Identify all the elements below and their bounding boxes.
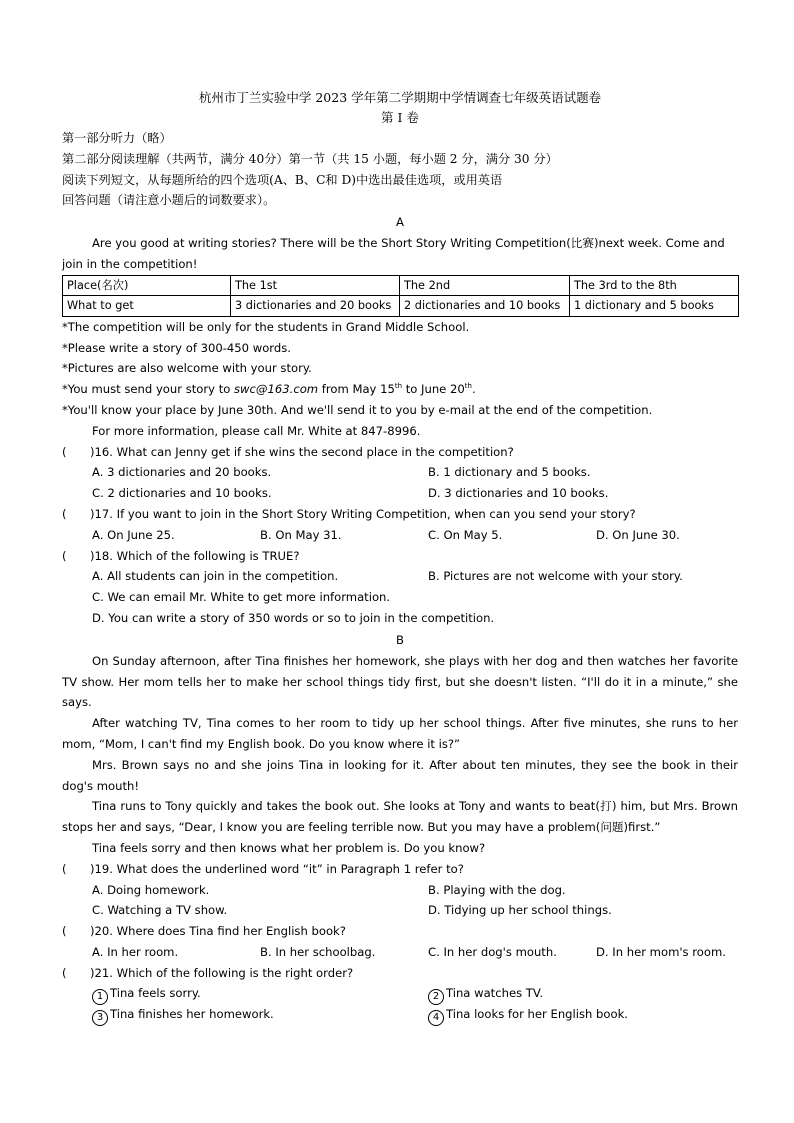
table-cell: 2 dictionaries and 10 books bbox=[400, 296, 570, 317]
answer-blank[interactable]: ( bbox=[62, 506, 67, 521]
option-b[interactable]: B. On May 31. bbox=[260, 527, 342, 542]
question-text: )19. What does the underlined word “it” in Paragraph 1 refer to? bbox=[90, 861, 464, 876]
order-item bbox=[92, 1004, 428, 1025]
answer-blank[interactable]: ( bbox=[62, 965, 67, 980]
option-c[interactable]: C. We can email Mr. White to get more information. bbox=[92, 590, 391, 605]
question-19 bbox=[62, 859, 738, 880]
passage-a-label: A bbox=[396, 215, 404, 230]
note-3: *Pictures are also welcome with your story. bbox=[62, 361, 312, 376]
table-cell: The 2nd bbox=[400, 275, 570, 296]
option-a[interactable]: A. In her room. bbox=[92, 944, 179, 959]
table-cell: 3 dictionaries and 20 books bbox=[231, 296, 400, 317]
options-row bbox=[62, 942, 738, 963]
instruction-line-2: 回答问题（请注意小题后的词数要求）。 bbox=[62, 193, 276, 208]
option-d[interactable]: D. You can write a story of 350 words or so to join in the competition. bbox=[92, 610, 495, 625]
option-d[interactable]: D. On June 30. bbox=[596, 527, 680, 542]
options-row bbox=[62, 900, 738, 921]
option-d[interactable]: D. Tidying up her school things. bbox=[428, 903, 612, 918]
order-item bbox=[92, 983, 428, 1004]
option-c[interactable]: C. 2 dictionaries and 10 books. bbox=[92, 486, 272, 501]
order-item bbox=[428, 1004, 628, 1025]
circled-number-icon: 3 bbox=[92, 1010, 108, 1026]
part2-heading: 第二部分阅读理解（共两节，满分 40分）第一节（共 15 小题，每小题 2 分，满分 30 分） bbox=[62, 151, 558, 166]
passage-a-intro-2: join in the competition! bbox=[62, 256, 198, 271]
note-1: *The competition will be only for the students in Grand Middle School. bbox=[62, 319, 470, 334]
passage-b-paragraph-5: Tina feels sorry and then knows what her problem is. Do you know? bbox=[92, 840, 486, 855]
exam-title: 杭州市丁兰实验中学 2023 学年第二学期期中学情调查七年级英语试题卷 bbox=[198, 90, 602, 105]
order-item-text: Tina finishes her homework. bbox=[110, 1007, 274, 1022]
options-row bbox=[62, 880, 738, 901]
passage-b-paragraph-2: After watching TV, Tina comes to her room to tidy up her school things. After five minutes, she runs to her mom, “Mom, I can't find my English book. Do you know where it is?” bbox=[62, 716, 738, 751]
exam-page bbox=[62, 88, 738, 1025]
circled-number-icon: 2 bbox=[428, 989, 444, 1005]
volume-label: 第 I 卷 bbox=[381, 110, 419, 125]
note-5: *You'll know your place by June 30th. And we'll send it to you by e-mail at the end of the competition. bbox=[62, 402, 653, 417]
table-cell: 1 dictionary and 5 books bbox=[570, 296, 739, 317]
options-row bbox=[62, 608, 738, 629]
order-item-text: Tina feels sorry. bbox=[110, 986, 201, 1001]
table-row bbox=[63, 296, 739, 317]
answer-blank[interactable]: ( bbox=[62, 444, 67, 459]
option-b[interactable]: B. Playing with the dog. bbox=[428, 882, 566, 897]
options-row bbox=[62, 566, 738, 587]
ordinal-suffix: th bbox=[464, 382, 472, 391]
passage-a-intro-1: Are you good at writing stories? There will be the Short Story Writing Competition(比赛)next week. Come and bbox=[92, 236, 725, 251]
options-row bbox=[62, 483, 738, 504]
note-4 bbox=[62, 379, 738, 400]
circled-number-icon: 4 bbox=[428, 1010, 444, 1026]
order-item-text: Tina looks for her English book. bbox=[446, 1007, 628, 1022]
table-cell: What to get bbox=[63, 296, 231, 317]
option-d[interactable]: D. 3 dictionaries and 10 books. bbox=[428, 486, 609, 501]
note-2: *Please write a story of 300-450 words. bbox=[62, 340, 291, 355]
option-c[interactable]: C. Watching a TV show. bbox=[92, 903, 228, 918]
question-17 bbox=[62, 504, 738, 525]
option-b[interactable]: B. Pictures are not welcome with your story. bbox=[428, 569, 683, 584]
option-b[interactable]: B. In her schoolbag. bbox=[260, 944, 376, 959]
question-18 bbox=[62, 546, 738, 567]
question-text: )20. Where does Tina find her English book? bbox=[90, 924, 346, 939]
option-a[interactable]: A. On June 25. bbox=[92, 527, 175, 542]
options-row bbox=[62, 983, 738, 1004]
question-20 bbox=[62, 921, 738, 942]
option-a[interactable]: A. 3 dictionaries and 20 books. bbox=[92, 465, 272, 480]
option-b[interactable]: B. 1 dictionary and 5 books. bbox=[428, 465, 591, 480]
option-c[interactable]: C. In her dog's mouth. bbox=[428, 944, 557, 959]
question-21 bbox=[62, 963, 738, 984]
answer-blank[interactable]: ( bbox=[62, 924, 67, 939]
question-text: )21. Which of the following is the right order? bbox=[90, 965, 354, 980]
passage-b-label: B bbox=[396, 632, 404, 647]
instruction-line-1: 阅读下列短文，从每题所给的四个选项(A、B、C和 D)中选出最佳选项，或用英语 bbox=[62, 172, 503, 187]
option-a[interactable]: A. All students can join in the competition. bbox=[92, 569, 339, 584]
question-text: )17. If you want to join in the Short Story Writing Competition, when can you send your story? bbox=[90, 506, 636, 521]
more-info: For more information, please call Mr. White at 847-8996. bbox=[92, 423, 421, 438]
question-text: )18. Which of the following is TRUE? bbox=[90, 548, 300, 563]
table-cell: Place(名次) bbox=[63, 275, 231, 296]
option-d[interactable]: D. In her mom's room. bbox=[596, 944, 726, 959]
part1-heading: 第一部分听力（略） bbox=[62, 131, 172, 145]
note-4-text: to June 20 bbox=[402, 382, 465, 397]
option-c[interactable]: C. On May 5. bbox=[428, 527, 503, 542]
order-item bbox=[428, 983, 543, 1004]
prize-table bbox=[62, 275, 739, 317]
table-row bbox=[63, 275, 739, 296]
question-16 bbox=[62, 442, 738, 463]
question-text: )16. What can Jenny get if she wins the second place in the competition? bbox=[90, 444, 514, 459]
note-4-text: from May 15 bbox=[318, 382, 395, 397]
passage-b-paragraph-3: Mrs. Brown says no and she joins Tina in looking for it. After about ten minutes, they see the book in their dog's mouth! bbox=[62, 757, 738, 793]
answer-blank[interactable]: ( bbox=[62, 861, 67, 876]
option-a[interactable]: A. Doing homework. bbox=[92, 882, 210, 897]
passage-b-paragraph-4: Tina runs to Tony quickly and takes the book out. She looks at Tony and wants to beat(打) him, but Mrs. Brown stops her and says, “Dear, I know you are feeling terrible now. But you may have a problem(问题)first.” bbox=[62, 799, 738, 835]
email-address: swc@163.com bbox=[234, 382, 319, 397]
table-cell: The 1st bbox=[231, 275, 400, 296]
options-row bbox=[62, 525, 738, 546]
note-4-text: *You must send your story to bbox=[62, 382, 235, 397]
passage-b-paragraph-1: On Sunday afternoon, after Tina finishes her homework, she plays with her dog and then watches her favorite TV show. Her mom tells her to make her school things tidy first, but she doesn't listen. “I'll do it in a minute,” she says. bbox=[62, 653, 738, 710]
answer-blank[interactable]: ( bbox=[62, 548, 67, 563]
note-4-text: . bbox=[471, 382, 476, 397]
circled-number-icon: 1 bbox=[92, 989, 108, 1005]
order-item-text: Tina watches TV. bbox=[446, 986, 544, 1001]
options-row bbox=[62, 462, 738, 483]
ordinal-suffix: th bbox=[394, 382, 403, 391]
options-row bbox=[62, 1004, 738, 1025]
table-cell: The 3rd to the 8th bbox=[570, 275, 739, 296]
options-row bbox=[62, 587, 738, 608]
